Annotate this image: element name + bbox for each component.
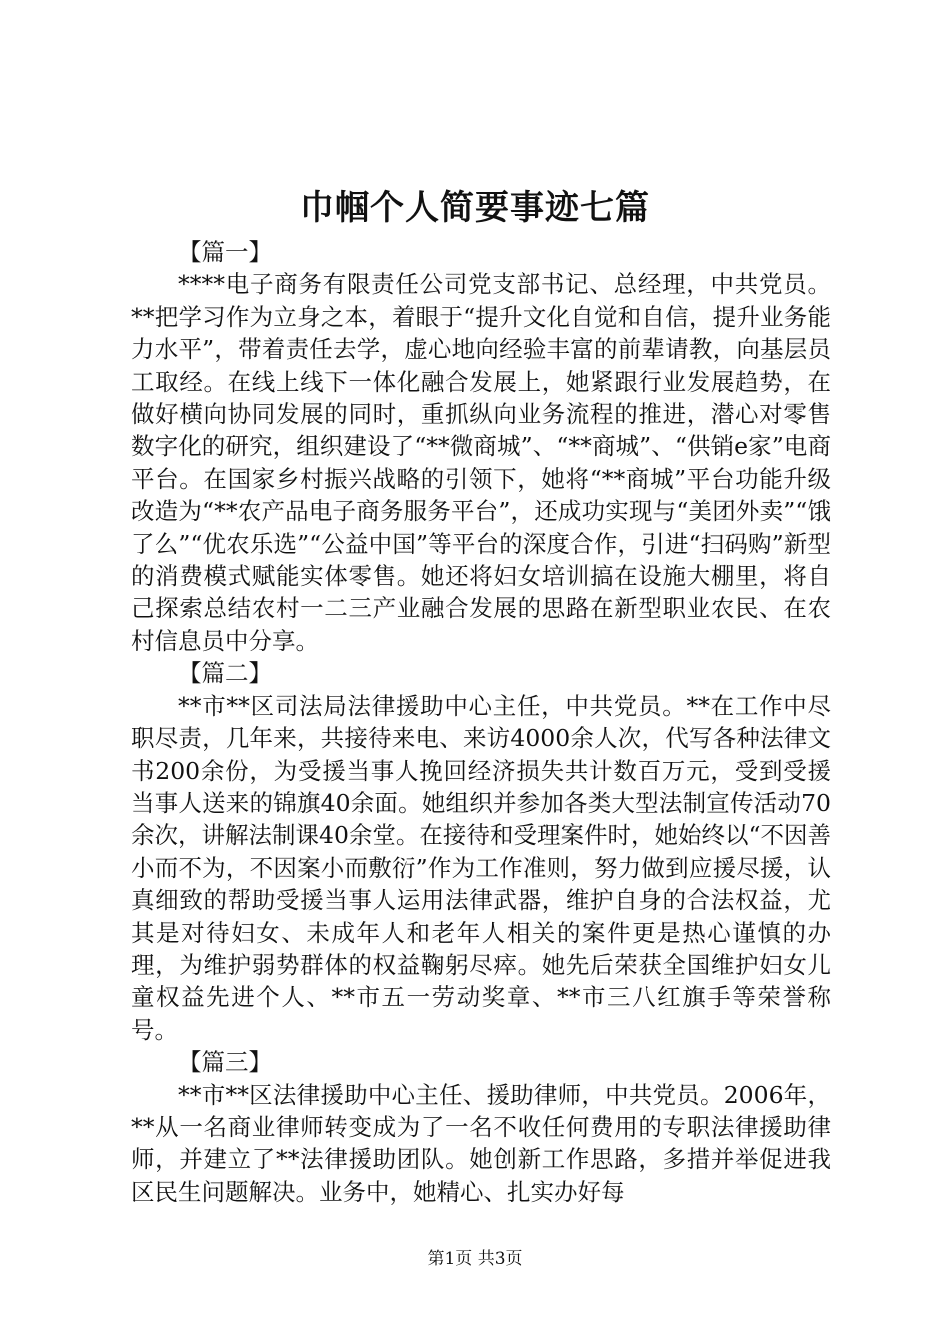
section-paragraph-2: **市**区司法局法律援助中心主任，中共党员。**在工作中尽职尽责，几年来，共接待来电、来访4000余人次，代写各种法律文书200余份，为受援当事人挽回经济损失共计数百万元，受到受援当事人送来的锦旗40余面。她组织并参加各类大型法制宣传活动70余次，讲解法制课40余堂。在接待和受理案件时，她始终以“不因善小而不为，不因案小而敷衍”作为工作准则，努力做到应援尽援，认真细致的帮助受援当事人运用法律武器，维护自身的合法权益，尤其是对待妇女、未成年人和老年人相关的案件更是热心谨慎的办理，为维护弱势群体的权益鞠躬尽瘁。她先后荣获全国维护妇女儿童权益先进个人、**市五一劳动奖章、**市三八红旗手等荣誉称号。: [131, 691, 831, 1044]
page-footer: 第1页 共3页: [427, 1249, 523, 1269]
section-heading-1: 【篇一】: [178, 238, 272, 266]
document-title: 巾帼个人简要事迹七篇: [300, 188, 650, 228]
section-heading-3: 【篇三】: [178, 1048, 272, 1077]
document-body: [131, 236, 831, 1208]
section-paragraph-3: **市**区法律援助中心主任、援助律师，中共党员。2006年，**从一名商业律师转变成为了一名不收任何费用的专职法律援助律师，并建立了**法律援助团队。她创新工作思路，多措并举促进我区民生问题解决。业务中，她精心、扎实办好每: [131, 1080, 831, 1206]
section-heading-2: 【篇二】: [178, 659, 272, 688]
section-paragraph-1: ****电子商务有限责任公司党支部书记、总经理，中共党员。**把学习作为立身之本，着眼于“提升文化自觉和自信，提升业务能力水平”，带着责任去学，虚心地向经验丰富的前辈请教，向基层员工取经。在线上线下一体化融合发展上，她紧跟行业发展趋势，在做好横向协同发展的同时，重抓纵向业务流程的推进，潜心对零售数字化的研究，组织建设了“**微商城”、“**商城”、“供销e家”电商平台。在国家乡村振兴战略的引领下，她将“**商城”平台功能升级改造为“**农产品电子商务服务平台”，还成功实现与“美团外卖”“饿了么”“优农乐选”“公益中国”等平台的深度合作，引进“扫码购”新型的消费模式赋能实体零售。她还将妇女培训搞在设施大棚里，将自己探索总结农村一二三产业融合发展的思路在新型职业农民、在农村信息员中分享。: [131, 270, 831, 655]
